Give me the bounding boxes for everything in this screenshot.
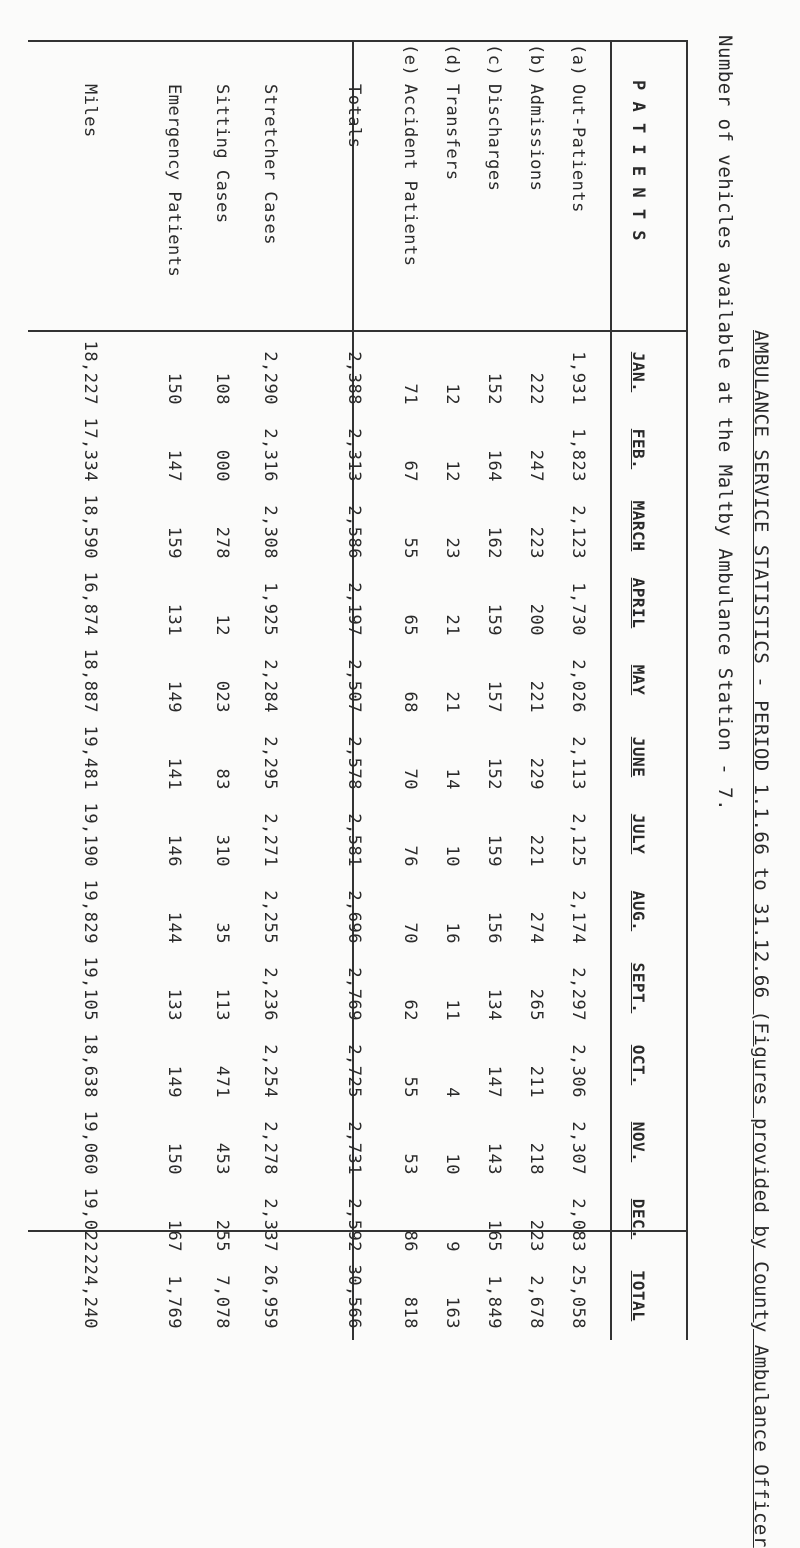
table-cell: 157 [484,680,504,713]
table-cell: 164 [484,449,504,482]
table-cell: 65 [400,614,420,636]
table-cell: 2,255 [260,890,280,944]
table-cell: 2,337 [260,1198,280,1252]
table-cell: 167 [164,1219,184,1252]
row-label-text: Admissions [526,84,546,192]
table-cell: 2,174 [568,890,588,944]
table-cell: 76 [400,845,420,867]
vehicles-note: Number of vehicles available at the Maltby Ambulance Station - 7. [714,35,736,812]
table-cell: 162 [484,526,504,559]
table-cell: 7,078 [212,1275,232,1329]
table-cell: 19,190 [80,802,100,867]
table-cell: 146 [164,834,184,867]
table-cell: 221 [526,680,546,713]
month-header: MAY [629,664,648,696]
row-label [568,44,588,213]
table-cell: 471 [212,1065,232,1098]
table-cell: 222 [526,372,546,405]
table-cell: 2,581 [344,813,364,867]
table-cell: 108 [212,372,232,405]
table-cell: 1,931 [568,351,588,405]
table-cell: 16 [442,922,462,944]
row-label [484,44,504,191]
month-header: APRIL [629,577,648,629]
table-cell: 18,227 [80,340,100,405]
table-cell: 18,590 [80,494,100,559]
row-letter: (b) [526,44,546,77]
table-cell: 71 [400,383,420,405]
row-label-text: Out-Patients [568,84,588,213]
table-cell: 143 [484,1142,504,1175]
row-letter: (a) [568,44,588,77]
table-cell: 11 [442,999,462,1021]
table-cell: 2,678 [526,1275,546,1329]
table-cell: 265 [526,988,546,1021]
table-cell: 19,022 [80,1187,100,1252]
table-top-border [686,40,688,1340]
table-cell: 2,308 [260,505,280,559]
row-label [260,44,280,245]
table-cell: 83 [212,768,232,790]
row-letter: (d) [442,44,462,77]
month-header: FEB. [629,428,648,470]
table-cell: 2,113 [568,736,588,790]
table-cell: 2,297 [568,967,588,1021]
table-cell: 113 [212,988,232,1021]
table-cell: 2,586 [344,505,364,559]
month-header: TOTAL [629,1270,648,1322]
table-cell: 2,725 [344,1044,364,1098]
table-cell: 310 [212,834,232,867]
table-cell: 223 [526,1219,546,1252]
table-cell: 149 [164,680,184,713]
table-cell: 818 [400,1296,420,1329]
table-cell: 278 [212,526,232,559]
table-cell: 19,060 [80,1110,100,1175]
table-cell: 221 [526,834,546,867]
row-label-text: Transfers [442,84,462,181]
table-cell: 19,481 [80,725,100,790]
table-cell: 4 [442,1087,462,1098]
row-label [400,44,420,267]
month-header: OCT. [629,1044,648,1086]
month-header: SEPT. [629,962,648,1014]
table-cell: 19,105 [80,956,100,1021]
month-header: JULY [629,813,648,855]
table-cell: 68 [400,691,420,713]
row-label [212,44,232,224]
table-cell: 133 [164,988,184,1021]
table-cell: 224,240 [80,1253,100,1329]
row-label-text: Miles [80,84,100,138]
row-label-text: Emergency Patients [164,84,184,278]
table-cell: 144 [164,911,184,944]
table-cell: 67 [400,460,420,482]
table-cell: 10 [442,1153,462,1175]
table-cell: 156 [484,911,504,944]
row-label-text: Stretcher Cases [260,84,280,246]
report-title: AMBULANCE SERVICE STATISTICS - PERIOD 1.1.66 to 31.12.66 (Figures provided by County Ambulance Officer [750,330,772,1548]
table-cell: 16,874 [80,571,100,636]
table-cell: 200 [526,603,546,636]
table-cell: 152 [484,372,504,405]
row-label-text: Discharges [484,84,504,192]
table-cell: 2,769 [344,967,364,1021]
table-cell: 2,316 [260,428,280,482]
table-cell: 53 [400,1153,420,1175]
table-cell: 1,849 [484,1275,504,1329]
table-cell: 165 [484,1219,504,1252]
month-header: JUNE [629,736,648,778]
table-cell: 1,823 [568,428,588,482]
header-row-divider [610,40,612,1340]
table-cell: 12 [442,460,462,482]
table-cell: 274 [526,911,546,944]
table-cell: 131 [164,603,184,636]
table-cell: 2,696 [344,890,364,944]
table-cell: 247 [526,449,546,482]
table-cell: 163 [442,1296,462,1329]
table-cell: 55 [400,1076,420,1098]
table-cell: 159 [164,526,184,559]
table-cell: 17,334 [80,417,100,482]
table-left-border [28,40,688,42]
table-cell: 223 [526,526,546,559]
table-cell: 2,507 [344,659,364,713]
table-cell: 150 [164,372,184,405]
table-cell: 147 [484,1065,504,1098]
table-cell: 2,592 [344,1198,364,1252]
row-label-text: Totals [344,84,364,149]
table-cell: 1,730 [568,582,588,636]
table-cell: 21 [442,691,462,713]
row-label [442,44,462,181]
table-cell: 149 [164,1065,184,1098]
table-cell: 14 [442,768,462,790]
month-header: NOV. [629,1121,648,1163]
table-cell: 147 [164,449,184,482]
table-cell: 229 [526,757,546,790]
table-cell: 211 [526,1065,546,1098]
row-label [526,44,546,191]
table-cell: 2,295 [260,736,280,790]
table-cell: 000 [212,449,232,482]
table-cell: 453 [212,1142,232,1175]
table-cell: 2,271 [260,813,280,867]
section-header: P A T I E N T S [628,80,648,242]
table-cell: 21 [442,614,462,636]
table-cell: 2,731 [344,1121,364,1175]
table-cell: 35 [212,922,232,944]
table-cell: 12 [442,383,462,405]
table-cell: 9 [442,1241,462,1252]
month-header: JAN. [629,351,648,393]
table-cell: 2,254 [260,1044,280,1098]
table-cell: 18,638 [80,1033,100,1098]
table-cell: 150 [164,1142,184,1175]
row-label [164,44,184,277]
month-header: DEC. [629,1198,648,1240]
table-cell: 2,125 [568,813,588,867]
table-cell: 023 [212,680,232,713]
table-cell: 2,388 [344,351,364,405]
table-cell: 159 [484,603,504,636]
table-cell: 26,959 [260,1264,280,1329]
table-cell: 62 [400,999,420,1021]
table-cell: 86 [400,1230,420,1252]
row-label-text: Sitting Cases [212,84,232,224]
table-cell: 55 [400,537,420,559]
table-cell: 2,083 [568,1198,588,1252]
table-cell: 70 [400,922,420,944]
table-cell: 1,925 [260,582,280,636]
table-cell: 2,313 [344,428,364,482]
table-cell: 2,026 [568,659,588,713]
table-cell: 255 [212,1219,232,1252]
table-cell: 141 [164,757,184,790]
table-cell: 2,307 [568,1121,588,1175]
row-label-text: Accident Patients [400,84,420,267]
table-cell: 152 [484,757,504,790]
table-cell: 2,284 [260,659,280,713]
table-cell: 19,829 [80,879,100,944]
month-header: MARCH [629,500,648,552]
table-cell: 23 [442,537,462,559]
table-cell: 30,566 [344,1264,364,1329]
row-letter: (e) [400,44,420,77]
table-cell: 25,058 [568,1264,588,1329]
table-cell: 218 [526,1142,546,1175]
table-cell: 2,290 [260,351,280,405]
table-cell: 18,887 [80,648,100,713]
table-cell: 159 [484,834,504,867]
row-label [344,44,364,148]
table-cell: 10 [442,845,462,867]
row-letter: (c) [484,44,504,77]
month-header: AUG. [629,890,648,932]
row-label [80,44,100,138]
table-cell: 2,123 [568,505,588,559]
table-cell: 134 [484,988,504,1021]
table-cell: 2,278 [260,1121,280,1175]
table-cell: 12 [212,614,232,636]
table-cell: 1,769 [164,1275,184,1329]
table-cell: 2,197 [344,582,364,636]
table-cell: 2,306 [568,1044,588,1098]
table-cell: 70 [400,768,420,790]
table-cell: 2,578 [344,736,364,790]
table-cell: 2,236 [260,967,280,1021]
